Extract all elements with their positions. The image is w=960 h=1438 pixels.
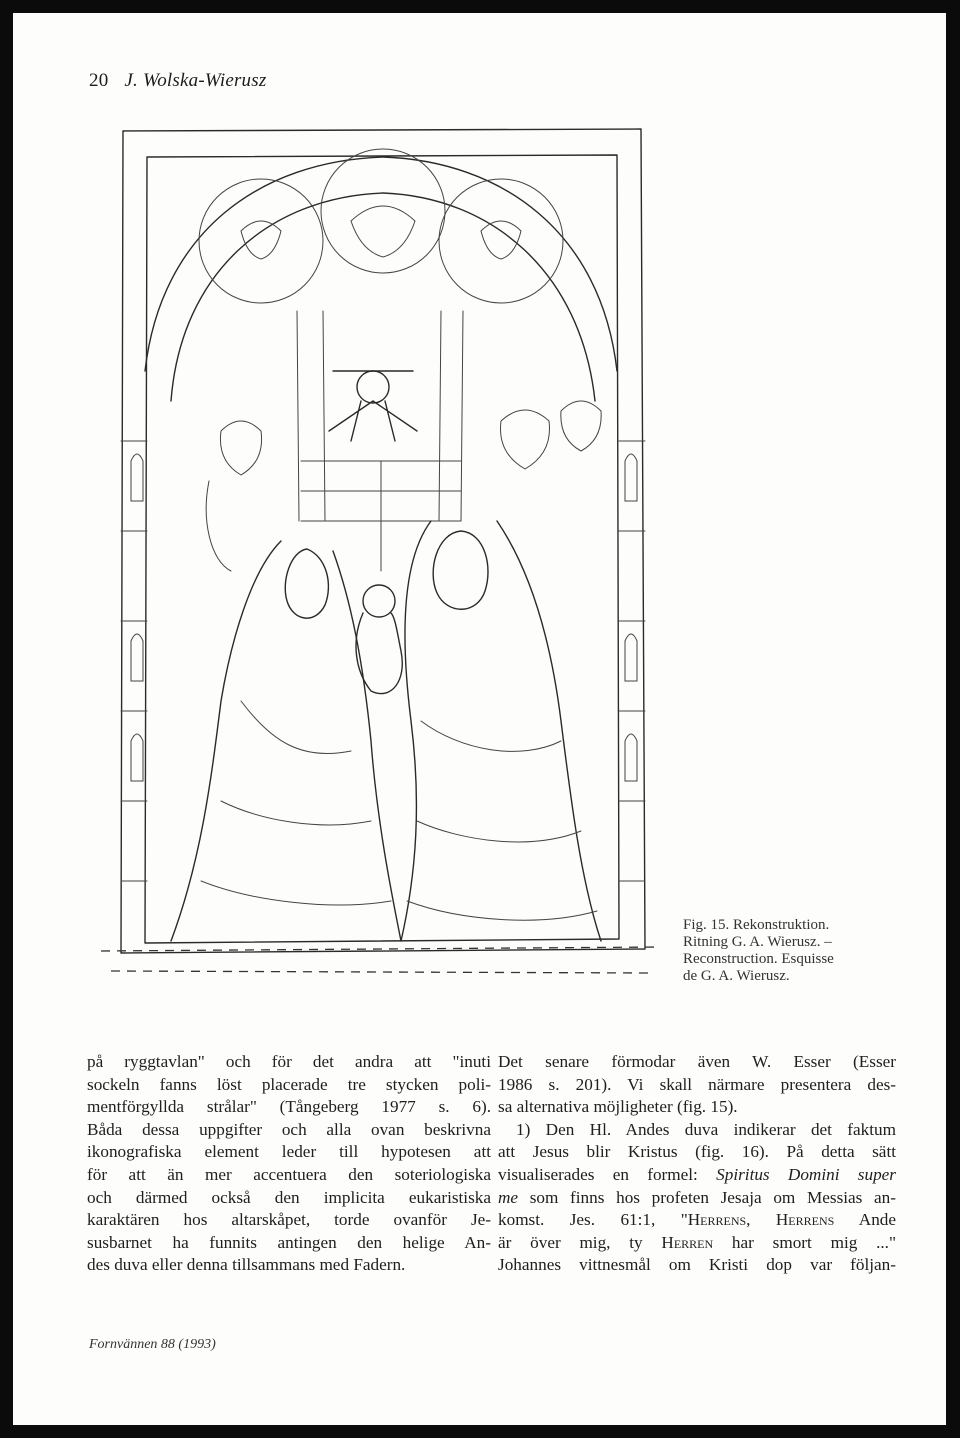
text-line: Det senare förmodar även W. Esser (Esser [498, 1052, 896, 1071]
text-line [498, 1164, 896, 1187]
text-span: komst. Jes. 61:1, " [498, 1210, 688, 1230]
text-line: att Jesus blir Kristus (fig. 16). På detta sätt [498, 1142, 896, 1162]
text-line: och därmed också den implicita eukaristiska [87, 1187, 491, 1207]
page-number: 20 [89, 70, 109, 91]
text-line [498, 1209, 896, 1232]
text-line: ikonografiska element leder till hypotesen att [87, 1142, 491, 1162]
text-line: 1986 s. 201). Vi skall närmare presentera des- [498, 1074, 896, 1094]
small-caps-word: Herrens [687, 1210, 747, 1230]
text-line: des duva eller denna tillsammans med Fadern. [87, 1255, 406, 1275]
text-line: Johannes vittnesmål om Kristi dop var följan- [498, 1255, 896, 1275]
text-line: på ryggtavlan" och för det andra att "inuti [87, 1052, 491, 1071]
text-span: är över mig, ty [498, 1232, 662, 1252]
caption-line: Reconstruction. Esquisse [683, 951, 834, 967]
text-line: susbarnet ha funnits antingen den helige An- [87, 1232, 491, 1252]
left-text-column [87, 1051, 497, 1277]
figure-caption [683, 917, 933, 985]
altarpiece-sketch [101, 101, 661, 1013]
right-text-column [498, 1051, 918, 1277]
running-author: J. Wolska-Wierusz [124, 70, 267, 91]
text-line [498, 1187, 896, 1210]
text-line: sa alternativa möjligheter (fig. 15). [498, 1097, 738, 1117]
small-caps-word: Herren [661, 1232, 714, 1252]
text-line: mentförgyllda strålar" (Tångeberg 1977 s. 6). [87, 1097, 491, 1117]
journal-footer: Fornvännen 88 (1993) [89, 1337, 216, 1352]
text-line: 1) Den Hl. Andes duva indikerar det faktum [516, 1119, 896, 1139]
text-line: Båda dessa uppgifter och alla ovan beskrivna [87, 1119, 491, 1139]
latin-phrase: me [498, 1187, 519, 1207]
text-line [498, 1232, 896, 1255]
text-span: , [746, 1210, 776, 1230]
text-span: har smort mig ..." [713, 1232, 896, 1252]
caption-line: de G. A. Wierusz. [683, 968, 790, 984]
reconstruction-drawing [101, 101, 661, 1013]
text-line: för att än mer accentuera den soteriologiska [87, 1164, 491, 1184]
caption-line: Ritning G. A. Wierusz. – [683, 934, 832, 950]
latin-phrase: Spiritus Domini super [716, 1164, 896, 1184]
text-line: karaktären hos altarskåpet, torde ovanför Je- [87, 1210, 491, 1230]
caption-line: Fig. 15. Rekonstruktion. [683, 917, 830, 933]
journal-page [13, 13, 946, 1425]
small-caps-word: Herrens [775, 1210, 835, 1230]
running-header [89, 70, 266, 92]
text-span: Ande [834, 1210, 897, 1230]
text-line: sockeln fanns löst placerade tre stycken poli- [87, 1074, 491, 1094]
text-span: som finns hos profeten Jesaja om Messias an- [518, 1187, 896, 1207]
text-span: visualiserades en formel: [498, 1164, 717, 1184]
